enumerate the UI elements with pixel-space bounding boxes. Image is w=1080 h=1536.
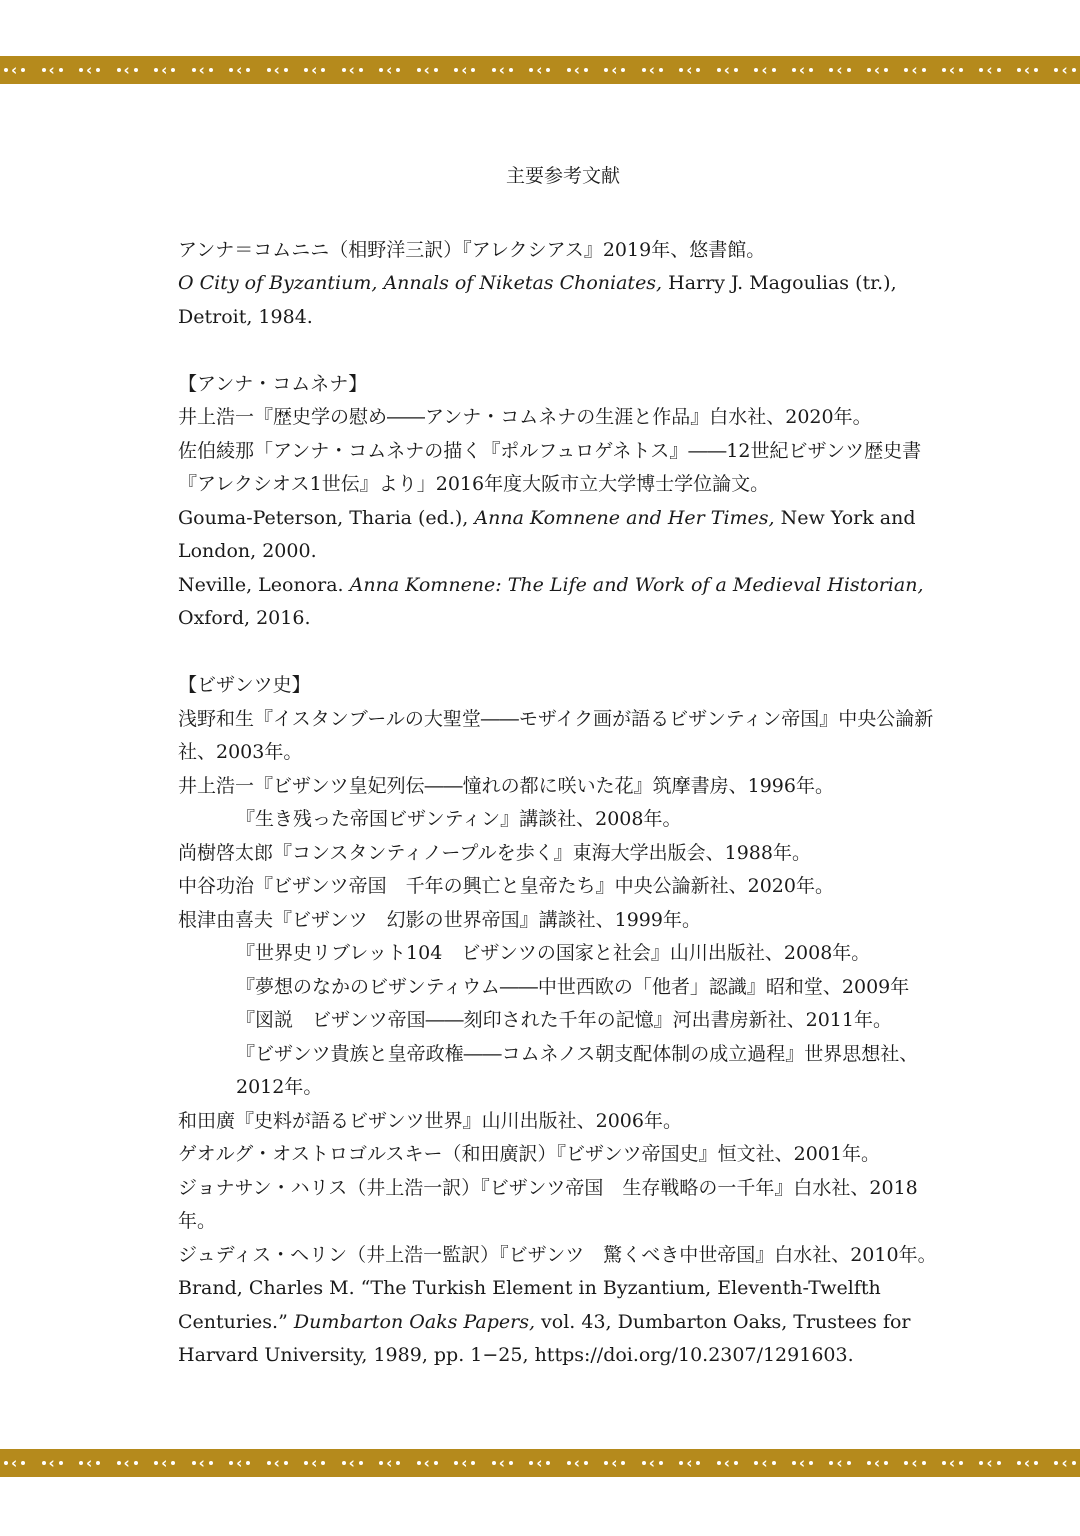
- leaf-chevron-ornament-icon: ‹: [679, 1456, 700, 1471]
- leaf-chevron-ornament-icon: ‹: [192, 1456, 213, 1471]
- leaf-chevron-ornament-icon: ‹: [492, 63, 513, 78]
- leaf-chevron-ornament-icon: ‹: [792, 63, 813, 78]
- bib-author: Neville, Leonora.: [178, 573, 350, 596]
- bib-entry: [178, 569, 948, 636]
- leaf-chevron-ornament-icon: ‹: [867, 1456, 888, 1471]
- bib-entry: ジュディス・ヘリン（井上浩一監訳）『ビザンツ 驚くべき中世帝国』白水社、2010年。: [178, 1243, 937, 1266]
- bib-entry: [178, 1272, 948, 1373]
- leaf-chevron-ornament-icon: ‹: [454, 1456, 475, 1471]
- leaf-chevron-ornament-icon: ‹: [904, 1456, 925, 1471]
- page-title: 主要参考文献: [505, 165, 620, 187]
- leaf-chevron-ornament-icon: ‹: [379, 63, 400, 78]
- leaf-chevron-ornament-icon: ‹: [529, 63, 550, 78]
- leaf-chevron-ornament-icon: ‹: [867, 63, 888, 78]
- bib-details: New York and London, 2000.: [178, 506, 916, 562]
- leaf-chevron-ornament-icon: ‹: [117, 63, 138, 78]
- leaf-chevron-ornament-icon: ‹: [604, 63, 625, 78]
- leaf-chevron-ornament-icon: ‹: [979, 63, 1000, 78]
- leaf-chevron-ornament-icon: ‹: [154, 1456, 175, 1471]
- bib-entry-continued: 『ビザンツ貴族と皇帝政権――コムネノス朝支配体制の成立過程』世界思想社、2012年。: [236, 1042, 919, 1098]
- top-ornamental-border: [0, 56, 1080, 84]
- leaf-chevron-ornament-icon: ‹: [4, 63, 25, 78]
- leaf-chevron-ornament-icon: ‹: [42, 1456, 63, 1471]
- book-title: Anna Komnene: The Life and Work of a Medieval Historian,: [349, 573, 924, 596]
- leaf-chevron-ornament-icon: ‹: [904, 63, 925, 78]
- section-gap: [178, 334, 948, 368]
- leaf-chevron-ornament-icon: ‹: [379, 1456, 400, 1471]
- bib-entry: ゲオルグ・オストロゴルスキー（和田廣訳）『ビザンツ帝国史』恒文社、2001年。: [178, 1143, 880, 1165]
- bib-details: Harry J. Magoulias (tr.), Detroit, 1984.: [178, 272, 897, 328]
- bibliography-content: [178, 160, 948, 1373]
- bib-entry: [178, 502, 948, 569]
- leaf-chevron-ornament-icon: ‹: [1054, 1456, 1075, 1471]
- bib-entry: 根津由喜夫『ビザンツ 幻影の世界帝国』講談社、1999年。: [178, 908, 701, 931]
- bib-entry: アンナ＝コムニニ（相野洋三訳）『アレクシアス』2019年、悠書館。: [178, 238, 766, 261]
- bib-entry-continued: 『図説 ビザンツ帝国――刻印された千年の記憶』河出書房新社、2011年。: [236, 1009, 892, 1031]
- leaf-chevron-ornament-icon: ‹: [567, 1456, 588, 1471]
- leaf-chevron-ornament-icon: ‹: [117, 1456, 138, 1471]
- bib-entry: [178, 267, 948, 334]
- leaf-chevron-ornament-icon: ‹: [604, 1456, 625, 1471]
- book-title: Anna Komnene and Her Times,: [474, 506, 775, 529]
- leaf-chevron-ornament-icon: ‹: [342, 63, 363, 78]
- bib-entry: 中谷功治『ビザンツ帝国 千年の興亡と皇帝たち』中央公論新社、2020年。: [178, 875, 834, 897]
- bib-author: Gouma-Peterson, Tharia (ed.),: [178, 506, 475, 529]
- leaf-chevron-ornament-icon: ‹: [79, 63, 100, 78]
- bib-entry: 井上浩一『ビザンツ皇妃列伝――憧れの都に咲いた花』筑摩書房、1996年。: [178, 774, 834, 797]
- leaf-chevron-ornament-icon: ‹: [304, 1456, 325, 1471]
- bib-entry-continued: 『世界史リブレット104 ビザンツの国家と社会』山川出版社、2008年。: [236, 942, 871, 964]
- leaf-chevron-ornament-icon: ‹: [829, 1456, 850, 1471]
- leaf-chevron-ornament-icon: ‹: [79, 1456, 100, 1471]
- leaf-chevron-ornament-icon: ‹: [717, 1456, 738, 1471]
- bib-entry-continued: 『夢想のなかのビザンティウム――中世西欧の「他者」認識』昭和堂、2009年: [236, 975, 910, 998]
- book-title: O City of Byzantium, Annals of Niketas Choniates,: [178, 272, 663, 294]
- leaf-chevron-ornament-icon: ‹: [342, 1456, 363, 1471]
- leaf-chevron-ornament-icon: ‹: [492, 1456, 513, 1471]
- leaf-chevron-ornament-icon: ‹: [979, 1456, 1000, 1471]
- leaf-chevron-ornament-icon: ‹: [567, 63, 588, 78]
- leaf-chevron-ornament-icon: ‹: [829, 63, 850, 78]
- leaf-chevron-ornament-icon: ‹: [304, 63, 325, 78]
- leaf-chevron-ornament-icon: ‹: [942, 63, 963, 78]
- leaf-chevron-ornament-icon: ‹: [417, 63, 438, 78]
- leaf-chevron-ornament-icon: ‹: [754, 63, 775, 78]
- leaf-chevron-ornament-icon: ‹: [4, 1456, 25, 1471]
- bottom-ornamental-border: [0, 1449, 1080, 1477]
- bib-entry: 佐伯綾那「アンナ・コムネナの描く『ポルフュロゲネトス』――12世紀ビザンツ歴史書『アレクシオス1世伝』より」2016年度大阪市立大学博士学位論文。: [178, 439, 922, 495]
- leaf-chevron-ornament-icon: ‹: [417, 1456, 438, 1471]
- leaf-chevron-ornament-icon: ‹: [717, 63, 738, 78]
- leaf-chevron-ornament-icon: ‹: [42, 63, 63, 78]
- leaf-chevron-ornament-icon: ‹: [792, 1456, 813, 1471]
- leaf-chevron-ornament-icon: ‹: [1017, 63, 1038, 78]
- leaf-chevron-ornament-icon: ‹: [529, 1456, 550, 1471]
- leaf-chevron-ornament-icon: ‹: [154, 63, 175, 78]
- leaf-chevron-ornament-icon: ‹: [642, 63, 663, 78]
- leaf-chevron-ornament-icon: ‹: [642, 1456, 663, 1471]
- bib-author: Brand, Charles M. “The Turkish Element in Byzantium, Eleventh-Twelfth Centuries.”: [178, 1277, 881, 1333]
- bib-details: vol. 43, Dumbarton Oaks, Trustees for Harvard University, 1989, pp. 1−25, https://doi.org/10.2307/1291603.: [178, 1310, 911, 1366]
- bib-entry: 浅野和生『イスタンブールの大聖堂――モザイク画が語るビザンティン帝国』中央公論新社、2003年。: [178, 707, 934, 763]
- bib-entry: ジョナサン・ハリス（井上浩一訳）『ビザンツ帝国 生存戦略の一千年』白水社、2018年。: [178, 1176, 918, 1232]
- bib-entry: 尚樹啓太郎『コンスタンティノープルを歩く』東海大学出版会、1988年。: [178, 841, 811, 864]
- leaf-chevron-ornament-icon: ‹: [754, 1456, 775, 1471]
- bib-entry: 和田廣『史料が語るビザンツ世界』山川出版社、2006年。: [178, 1109, 682, 1132]
- leaf-chevron-ornament-icon: ‹: [192, 63, 213, 78]
- journal-title: Dumbarton Oaks Papers,: [293, 1310, 535, 1333]
- leaf-chevron-ornament-icon: ‹: [454, 63, 475, 78]
- leaf-chevron-ornament-icon: ‹: [1017, 1456, 1038, 1471]
- leaf-chevron-ornament-icon: ‹: [229, 63, 250, 78]
- bib-entry-continued: 『生き残った帝国ビザンティン』講談社、2008年。: [236, 808, 682, 830]
- leaf-chevron-ornament-icon: ‹: [267, 1456, 288, 1471]
- leaf-chevron-ornament-icon: ‹: [942, 1456, 963, 1471]
- bib-details: Oxford, 2016.: [178, 607, 311, 629]
- leaf-chevron-ornament-icon: ‹: [679, 63, 700, 78]
- section-heading-anna: 【アンナ・コムネナ】: [178, 372, 368, 395]
- leaf-chevron-ornament-icon: ‹: [267, 63, 288, 78]
- section-gap: [178, 636, 948, 670]
- leaf-chevron-ornament-icon: ‹: [1054, 63, 1075, 78]
- leaf-chevron-ornament-icon: ‹: [229, 1456, 250, 1471]
- bib-entry: 井上浩一『歴史学の慰め――アンナ・コムネナの生涯と作品』白水社、2020年。: [178, 406, 872, 428]
- section-heading-byzantine: 【ビザンツ史】: [178, 674, 311, 696]
